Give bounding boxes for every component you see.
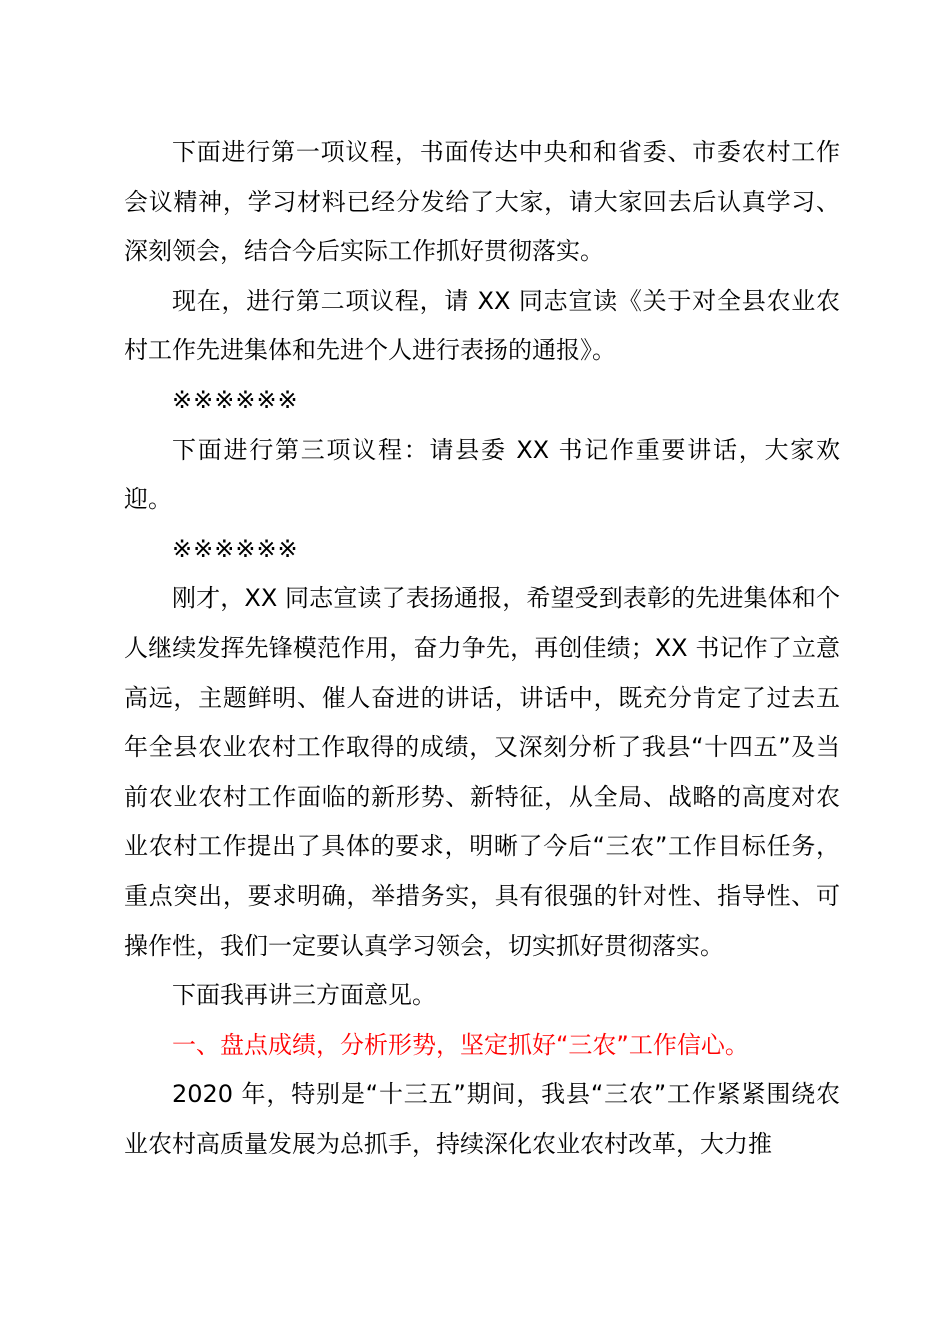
paragraph-summary: 刚才，XX 同志宣读了表扬通报，希望受到表彰的先进集体和个人继续发挥先锋模范作用，奋力争先，再创佳绩；XX 书记作了立意高远，主题鲜明、催人奋进的讲话，讲话中，既充分肯定了过去五年全县农业农村工作取得的成绩，又深刻分析了我县“十四五”及当前农业农村工作面临的新形势、新特征，从全局、战略的高度对农业农村工作提出了具体的要求，明晰了今后“三农”工作目标任务，重点突出，要求明确，举措务实，具有很强的针对性、指导性、可操作性，我们一定要认真学习领会，切实抓好贯彻落实。 xyxy=(124,584,840,960)
paragraph-agenda-two: 现在，进行第二项议程，请 XX 同志宣读《关于对全县农业农村工作先进集体和先进个人进行表扬的通报》。 xyxy=(124,286,840,365)
document-body xyxy=(124,128,840,1169)
paragraph-transition: 下面我再讲三方面意见。 xyxy=(172,981,436,1010)
section-heading-one: 一、盘点成绩，分析形势，坚定抓好“三农”工作信心。 xyxy=(172,1030,749,1059)
paragraph-agenda-one: 下面进行第一项议程，书面传达中央和和省委、市委农村工作会议精神，学习材料已经分发给了大家，请大家回去后认真学习、深刻领会，结合今后实际工作抓好贯彻落实。 xyxy=(124,138,840,266)
section-marker: ※※※※※※ xyxy=(172,534,299,563)
paragraph-achievements: 2020 年，特别是“十三五”期间，我县“三农”工作紧紧围绕农业农村高质量发展为总抓手，持续深化农业农村改革，大力推 xyxy=(124,1080,840,1158)
paragraph-agenda-three: 下面进行第三项议程：请县委 XX 书记作重要讲话，大家欢迎。 xyxy=(124,435,840,514)
section-marker: ※※※※※※ xyxy=(172,385,299,414)
